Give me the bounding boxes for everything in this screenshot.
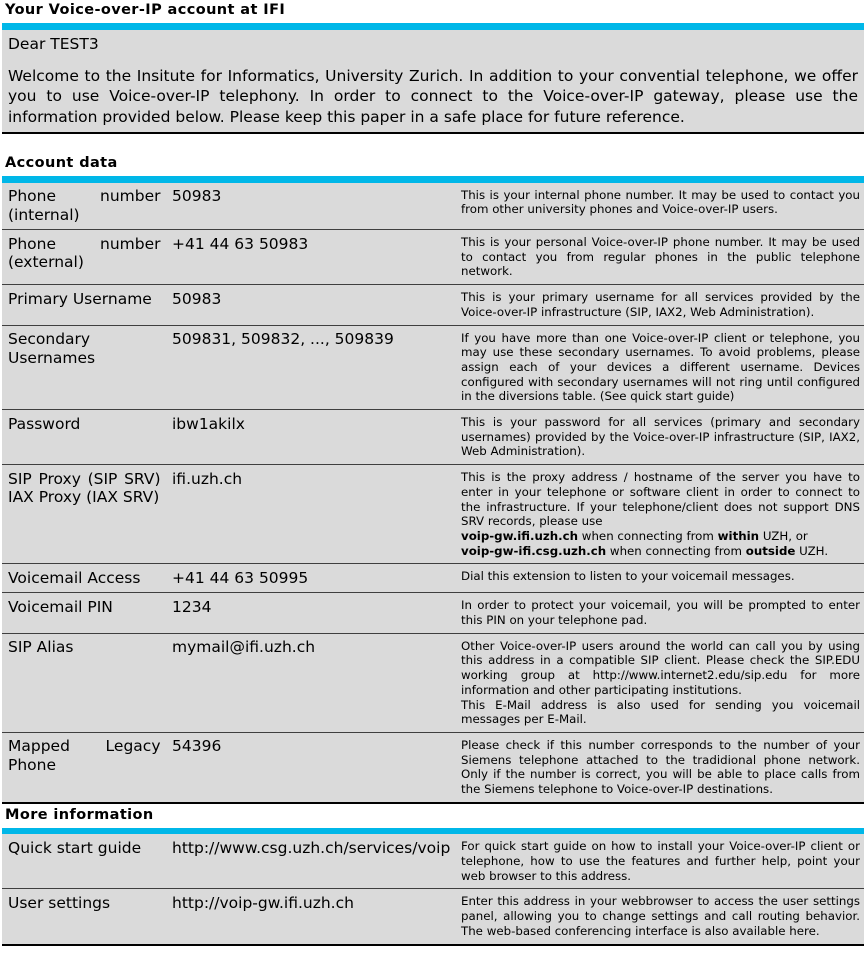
table-row <box>2 732 864 802</box>
more-information-table <box>2 834 864 945</box>
row-value: 54396 <box>172 732 461 802</box>
table-row <box>2 834 864 889</box>
row-value: 509831, 509832, ..., 509839 <box>172 325 461 410</box>
row-description: Please check if this number corresponds to the number of your Siemens telephone attached to the tradidional phone network. Only if the number is correct, you will be able to place calls from the Siemens telephone to Voice-over-IP destinations. <box>461 732 864 802</box>
row-description: This is your password for all services (primary and secondary usernames) provided by the Voice-over-IP infrastructure (SIP, IAX2, Web Administration). <box>461 410 864 465</box>
row-label: Mapped Legacy Phone <box>2 732 172 802</box>
section-heading-account: Account data <box>5 155 118 171</box>
row-description: This is your internal phone number. It may be used to contact you from other university phones and Voice-over-IP users. <box>461 183 864 230</box>
intro-box <box>2 30 864 135</box>
greeting-text: Dear TEST3 <box>8 34 99 53</box>
account-data-table <box>2 183 864 804</box>
table-row <box>2 633 864 732</box>
row-value: +41 44 63 50995 <box>172 564 461 593</box>
row-label: SIP Alias <box>2 633 172 732</box>
row-description: If you have more than one Voice-over-IP client or telephone, you may use these secondary usernames. To avoid problems, please assign each of your devices a different username. Devices configured with secondary usernames will not ring until configured in the diversions table. (See quick start guide) <box>461 325 864 410</box>
row-description: Enter this address in your webbrowser to access the user settings panel, allowing you to change settings and call routing behavior. The web-based conferencing interface is also available here. <box>461 889 864 945</box>
row-label: User settings <box>2 889 172 945</box>
table-row <box>2 325 864 410</box>
row-label: Password <box>2 410 172 465</box>
row-label: Voicemail Access <box>2 564 172 593</box>
row-value: http://voip-gw.ifi.uzh.ch <box>172 889 461 945</box>
row-description: Dial this extension to listen to your voicemail messages. <box>461 564 864 593</box>
intro-paragraph: Welcome to the Insitute for Informatics, University Zurich. In addition to your convential telephone, we offer you to use Voice-over-IP telephony. In order to connect to the Voice-over-IP gateway, please use the information provided below. Please keep this paper in a safe place for future reference. <box>8 66 858 126</box>
table-row <box>2 593 864 633</box>
row-value: +41 44 63 50983 <box>172 230 461 285</box>
row-description: This is your personal Voice-over-IP phone number. It may be used to contact you from regular phones in the public telephone network. <box>461 230 864 285</box>
table-row <box>2 183 864 230</box>
row-label: Voicemail PIN <box>2 593 172 633</box>
row-value: mymail@ifi.uzh.ch <box>172 633 461 732</box>
page-title: Your Voice-over-IP account at IFI <box>5 2 286 18</box>
table-row <box>2 285 864 325</box>
row-description: This is your primary username for all services provided by the Voice-over-IP infrastructure (SIP, IAX2, Web Administration). <box>461 285 864 325</box>
row-description: In order to protect your voicemail, you will be prompted to enter this PIN on your telephone pad. <box>461 593 864 633</box>
row-label: SIP Proxy (SIP SRV) IAX Proxy (IAX SRV) <box>2 465 172 564</box>
table-row <box>2 889 864 945</box>
row-description: For quick start guide on how to install your Voice-over-IP client or telephone, how to use the features and further help, point your web browser to this address. <box>461 834 864 889</box>
row-description: Other Voice-over-IP users around the world can call you by using this address in a compatible SIP client. Please check the SIP.EDU working group at http://www.internet2.edu/sip.edu for more information and other participating institutions. This E-Mail address is also used for sending you voicemail messages per E-Mail. <box>461 633 864 732</box>
row-description: This is the proxy address / hostname of the server you have to enter in your telephone or software client in order to connect to the infrastructure. If your telephone/client does not support DNS SRV records, please use voip-gw.ifi.uzh.ch when connecting from within UZH, or voip-gw-ifi.csg.uzh.ch when connecting from outside UZH. <box>461 465 864 564</box>
row-value: 1234 <box>172 593 461 633</box>
row-value: ifi.uzh.ch <box>172 465 461 564</box>
table-row <box>2 410 864 465</box>
row-value: ibw1akilx <box>172 410 461 465</box>
table-row <box>2 465 864 564</box>
row-label: Phone number (internal) <box>2 183 172 230</box>
row-value: 50983 <box>172 285 461 325</box>
row-label: Quick start guide <box>2 834 172 889</box>
row-value: 50983 <box>172 183 461 230</box>
table-row <box>2 564 864 593</box>
row-value: http://www.csg.uzh.ch/services/voip <box>172 834 461 889</box>
row-label: Secondary Usernames <box>2 325 172 410</box>
row-label: Phone number (external) <box>2 230 172 285</box>
row-label: Primary Username <box>2 285 172 325</box>
section-heading-more: More information <box>5 806 154 823</box>
table-row <box>2 230 864 285</box>
